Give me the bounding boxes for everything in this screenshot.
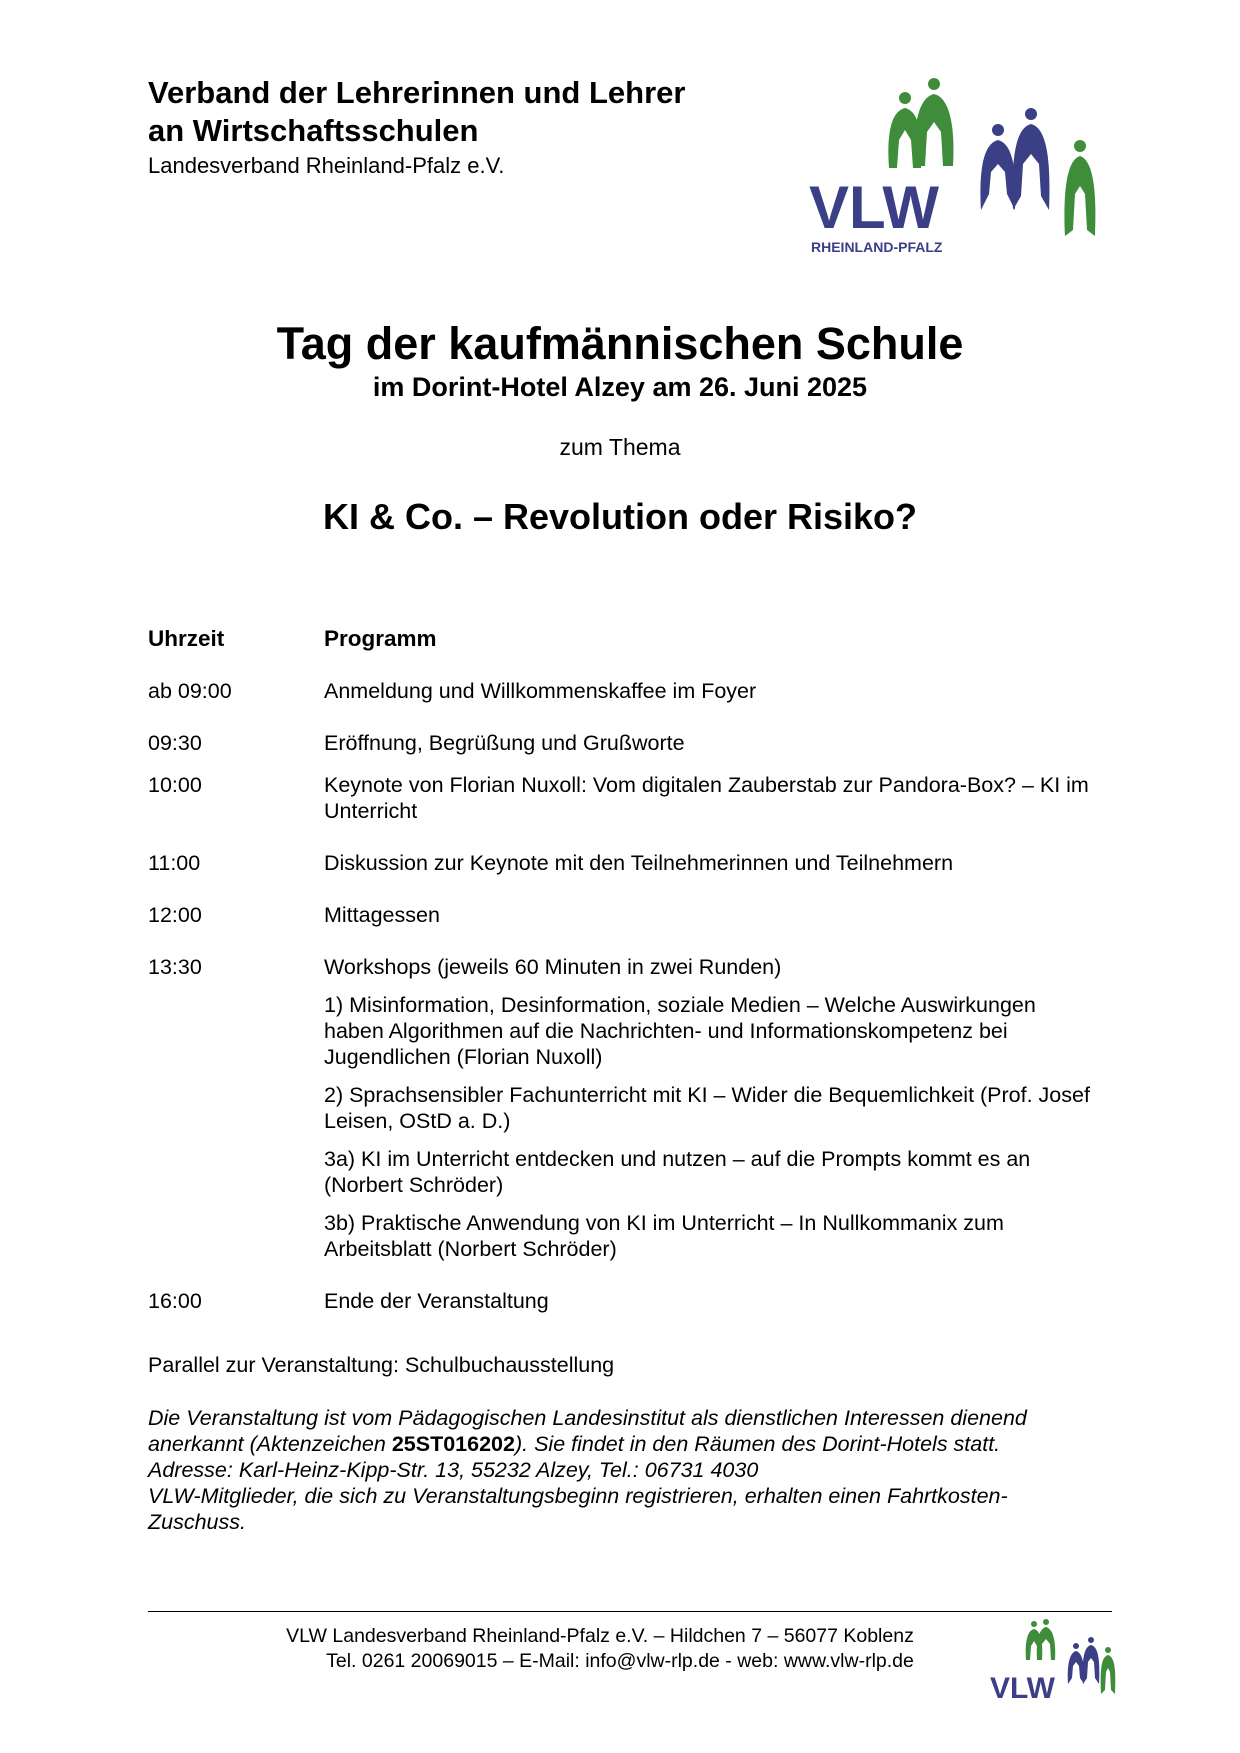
row-text: Workshops (jeweils 60 Minuten in zwei Runden) (324, 955, 782, 979)
footer-line-2: Tel. 0261 20069015 – E-Mail: info@vlw-rlp.de - web: www.vlw-rlp.de (326, 1650, 914, 1672)
row-time: 16:00 (148, 1289, 202, 1313)
note-address: Adresse: Karl-Heinz-Kipp-Str. 13, 55232 Alzey, Tel.: 06731 4030 (148, 1458, 759, 1482)
note-text-2: ). Sie findet in den Räumen des Dorint-Hotels statt. (514, 1432, 1001, 1456)
event-subtitle: im Dorint-Hotel Alzey am 26. Juni 2025 (372, 372, 868, 402)
schedule-row (148, 730, 1098, 756)
vlw-logo-subtext: RHEINLAND-PFALZ (811, 239, 943, 255)
workshop-item (148, 1082, 1098, 1134)
org-name-line-2: an Wirtschaftsschulen (148, 113, 479, 148)
workshop-text: 1) Misinformation, Desinformation, soziale Medien – Welche Auswirkungen haben Algorithmen auf die Nachrichten- und Informationskompetenz bei Jugendlichen (Florian Nuxoll) (324, 993, 1036, 1069)
footer-logo-text: VLW (990, 1672, 1055, 1700)
note-aktenzeichen: 25ST016202 (391, 1432, 515, 1456)
col-program-header: Programm (324, 626, 437, 651)
vlw-logo-text: VLW (809, 174, 939, 241)
vlw-logo (805, 70, 1125, 290)
vlw-footer-logo (990, 1618, 1120, 1700)
workshop-text: 2) Sprachsensibler Fachunterricht mit KI – Wider die Bequemlichkeit (Prof. Josef Leisen, OStD a. D.) (324, 1083, 1090, 1133)
schedule-row (148, 1288, 1098, 1314)
event-title: Tag der kaufmännischen Schule (276, 318, 964, 369)
row-text: Keynote von Florian Nuxoll: Vom digitalen Zauberstab zur Pandora-Box? – KI im Unterricht (324, 773, 1089, 823)
note-text-1: Die Veranstaltung ist vom Pädagogischen Landesinstitut als dienstlichen Interessen dienend anerkannt (Aktenzeichen (148, 1406, 1027, 1456)
workshop-text: 3a) KI im Unterricht entdecken und nutzen – auf die Prompts kommt es an (Norbert Schröder) (324, 1147, 1031, 1197)
row-time: 12:00 (148, 903, 202, 927)
parallel-exhibition: Parallel zur Veranstaltung: Schulbuchausstellung (148, 1353, 615, 1377)
schedule-header (148, 626, 1098, 652)
row-time: 09:30 (148, 731, 202, 755)
workshop-text: 3b) Praktische Anwendung von KI im Unterricht – In Nullkommanix zum Arbeitsblatt (Norbert Schröder) (324, 1211, 1004, 1261)
schedule-row (148, 772, 1098, 824)
row-time: ab 09:00 (148, 679, 232, 703)
schedule-row (148, 850, 1098, 876)
footer-line-1: VLW Landesverband Rheinland-Pfalz e.V. – Hildchen 7 – 56077 Koblenz (286, 1625, 914, 1647)
footer (240, 1624, 960, 1674)
footer-divider (148, 1611, 1112, 1612)
row-text: Mittagessen (324, 903, 440, 927)
note-members: VLW-Mitglieder, die sich zu Veranstaltungsbeginn registrieren, erhalten einen Fahrtkosten-Zuschuss. (148, 1484, 1008, 1534)
row-time: 11:00 (148, 851, 201, 875)
workshop-item (148, 1210, 1098, 1262)
event-topic: KI & Co. – Revolution oder Risiko? (322, 496, 918, 537)
row-text: Ende der Veranstaltung (324, 1289, 549, 1313)
col-time-header: Uhrzeit (148, 626, 225, 651)
schedule-row (148, 954, 1098, 980)
org-name-line-3: Landesverband Rheinland-Pfalz e.V. (148, 153, 505, 178)
schedule-row (148, 678, 1098, 704)
schedule-row (148, 902, 1098, 928)
row-time: 13:30 (148, 955, 202, 979)
row-text: Eröffnung, Begrüßung und Grußworte (324, 731, 685, 755)
workshop-item (148, 1146, 1098, 1198)
row-text: Diskussion zur Keynote mit den Teilnehmerinnen und Teilnehmern (324, 851, 954, 875)
row-text: Anmeldung und Willkommenskaffee im Foyer (324, 679, 757, 703)
org-name-line-1: Verband der Lehrerinnen und Lehrer (148, 75, 686, 110)
workshop-item (148, 992, 1098, 1070)
accreditation-note (148, 1405, 1098, 1535)
schedule (148, 626, 1098, 1314)
topic-intro: zum Thema (559, 434, 681, 460)
row-time: 10:00 (148, 773, 202, 797)
